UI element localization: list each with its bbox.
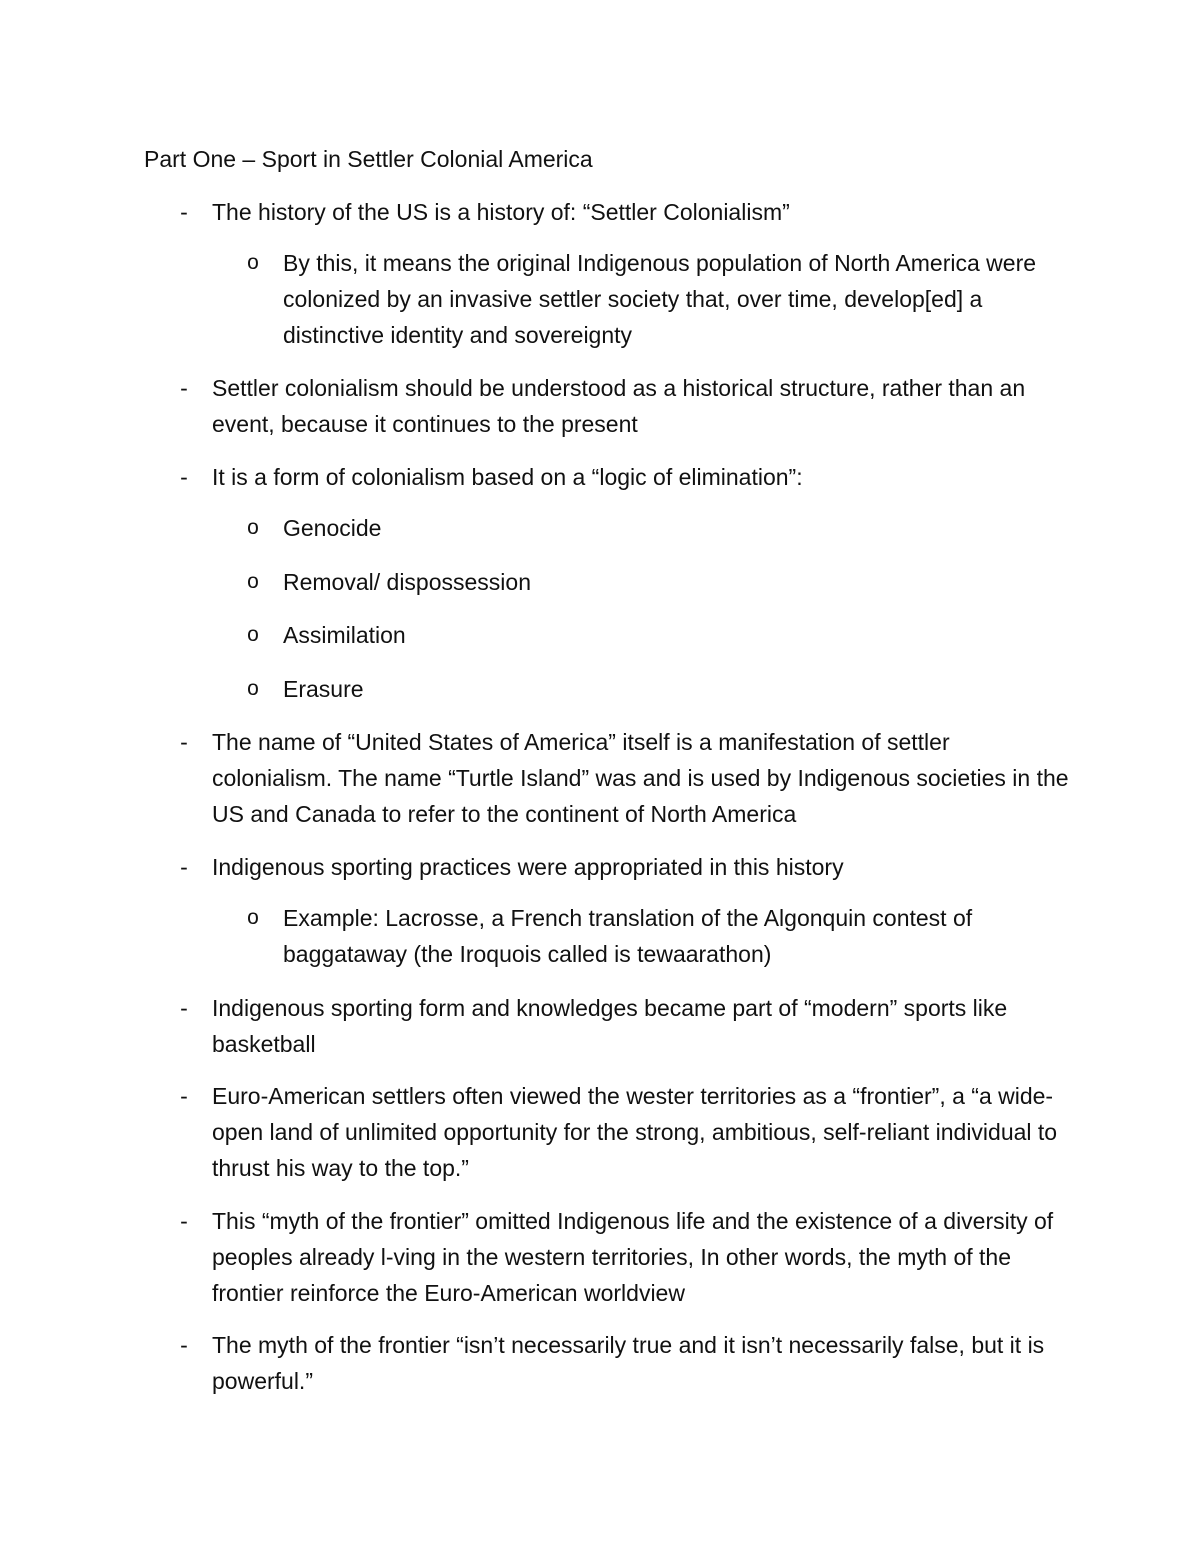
bullet-text: The name of “United States of America” itself is a manifestation of settler colonialism. The name “Turtle Island” was and is used by Indigenous societies in the US and Canada to refer to the continent of North America [212, 729, 1069, 827]
circle-bullet: o [247, 516, 259, 539]
sub-bullet-text: By this, it means the original Indigenous population of North America were colonized by an invasive settler society that, over time, develop[ed] a distinctive identity and sovereignty [283, 250, 1037, 348]
bullet-item [180, 849, 1072, 885]
sub-bullet-item [247, 617, 1073, 653]
bullet-item [180, 1078, 1072, 1186]
dash-bullet: - [180, 1208, 188, 1234]
circle-bullet: o [247, 623, 259, 646]
dash-bullet: - [180, 199, 188, 225]
bullet-text: The history of the US is a history of: “Settler Colonialism” [212, 199, 790, 225]
bullet-text: Settler colonialism should be understood as a historical structure, rather than an event, because it continues to the present [212, 375, 1026, 437]
dash-bullet: - [180, 995, 188, 1021]
sub-bullet-text: Removal/ dispossession [283, 569, 532, 595]
dash-bullet: - [180, 1083, 188, 1109]
bullet-text: Indigenous sporting form and knowledges became part of “modern” sports like basketball [212, 995, 1008, 1057]
bullet-item [180, 1327, 1072, 1399]
sub-bullet-item [247, 245, 1073, 353]
sub-bullet-text: Genocide [283, 515, 382, 541]
dash-bullet: - [180, 375, 188, 401]
circle-bullet: o [247, 251, 259, 274]
bullet-item [180, 724, 1072, 832]
dash-bullet: - [180, 1332, 188, 1358]
bullet-item [180, 194, 1072, 230]
sub-bullet-item [247, 510, 1073, 546]
bullet-text: Euro-American settlers often viewed the wester territories as a “frontier”, a “a wide-open land of unlimited opportunity for the strong, ambitious, self-reliant individual to thrust his way to the top.” [212, 1083, 1058, 1181]
dash-bullet: - [180, 854, 188, 880]
sub-bullet-item [247, 900, 1073, 972]
bullet-text: It is a form of colonialism based on a “logic of elimination”: [212, 464, 803, 490]
bullet-item [180, 459, 1072, 495]
circle-bullet: o [247, 570, 259, 593]
bullet-item [180, 1203, 1072, 1311]
dash-bullet: - [180, 729, 188, 755]
bullet-text: Indigenous sporting practices were appropriated in this history [212, 854, 844, 880]
dash-bullet: - [180, 464, 188, 490]
sub-bullet-item [247, 564, 1073, 600]
circle-bullet: o [247, 906, 259, 929]
bullet-item [180, 370, 1072, 442]
page-title: Part One – Sport in Settler Colonial America [144, 146, 593, 172]
bullet-text: This “myth of the frontier” omitted Indigenous life and the existence of a diversity of peoples already l-ving in the western territories, In other words, the myth of the frontier reinforce the Euro-American worldview [212, 1208, 1054, 1306]
bullet-text: The myth of the frontier “isn’t necessarily true and it isn’t necessarily false, but it is powerful.” [212, 1332, 1045, 1394]
sub-bullet-text: Assimilation [283, 622, 406, 648]
sub-bullet-text: Erasure [283, 676, 364, 702]
sub-bullet-item [247, 671, 1073, 707]
sub-bullet-text: Example: Lacrosse, a French translation of the Algonquin contest of baggataway (the Iroquois called is tewaarathon) [283, 905, 973, 967]
circle-bullet: o [247, 677, 259, 700]
bullet-item [180, 990, 1072, 1062]
